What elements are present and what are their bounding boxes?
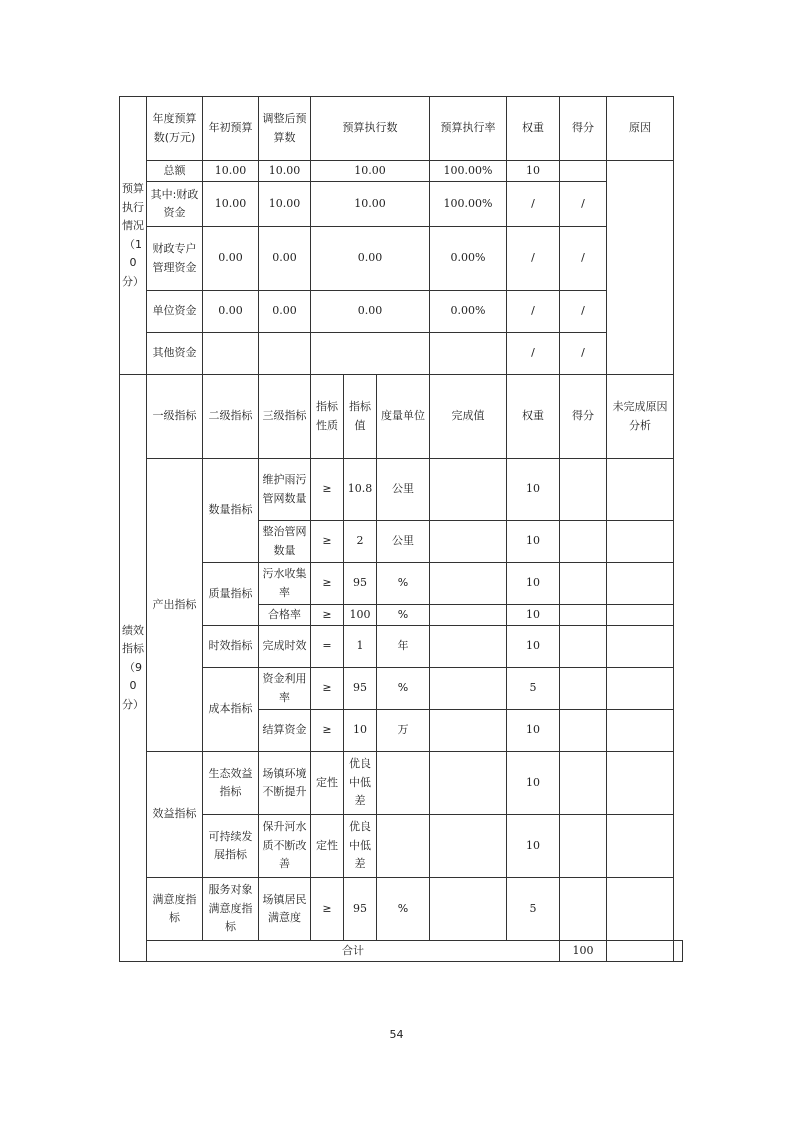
budget-rate (430, 333, 507, 375)
budget-row (120, 161, 683, 182)
indicator-reason (607, 626, 674, 668)
budget-row-label: 财政专户管理资金 (147, 227, 203, 291)
page-number: 54 (389, 1028, 404, 1041)
budget-adjusted (259, 333, 311, 375)
header-execution-rate: 预算执行率 (430, 97, 507, 161)
indicator-nature: ≥ (311, 521, 344, 563)
budget-score: / (560, 291, 607, 333)
indicator-level3: 污水收集率 (259, 563, 311, 605)
indicator-reason (607, 878, 674, 941)
indicator-level3: 合格率 (259, 605, 311, 626)
budget-score: / (560, 333, 607, 375)
indicator-row (120, 668, 683, 710)
budget-row-label: 其中:财政资金 (147, 182, 203, 227)
indicator-nature: = (311, 626, 344, 668)
budget-row-label: 总额 (147, 161, 203, 182)
budget-executed: 0.00 (311, 291, 430, 333)
indicator-level3: 整治管网数量 (259, 521, 311, 563)
header-unit: 度量单位 (377, 375, 430, 459)
indicator-score (560, 815, 607, 878)
indicator-value: 优良中低差 (344, 752, 377, 815)
indicator-score (560, 605, 607, 626)
budget-score: / (560, 227, 607, 291)
indicator-level3: 场镇居民满意度 (259, 878, 311, 941)
budget-initial (203, 333, 259, 375)
budget-header-row (120, 97, 683, 161)
indicator-weight: 10 (507, 521, 560, 563)
indicator-value: 2 (344, 521, 377, 563)
indicator-unit: % (377, 668, 430, 710)
indicator-level3: 完成时效 (259, 626, 311, 668)
total-reason (674, 941, 683, 962)
indicator-unit: % (377, 563, 430, 605)
indicator-value: 1 (344, 626, 377, 668)
header-perf-score: 得分 (560, 375, 607, 459)
header-executed: 预算执行数 (311, 97, 430, 161)
indicator-level3: 保升河水质不断改善 (259, 815, 311, 878)
indicator-weight: 10 (507, 752, 560, 815)
subgroup-quantity: 数量指标 (203, 459, 259, 563)
indicator-unit: 公里 (377, 521, 430, 563)
indicator-nature: ≥ (311, 710, 344, 752)
indicator-score (560, 521, 607, 563)
indicator-weight: 10 (507, 563, 560, 605)
budget-initial: 0.00 (203, 227, 259, 291)
indicator-score (560, 752, 607, 815)
indicator-completed (430, 752, 507, 815)
budget-adjusted: 0.00 (259, 227, 311, 291)
budget-row (120, 291, 683, 333)
indicator-reason (607, 710, 674, 752)
indicator-weight: 5 (507, 668, 560, 710)
budget-initial: 10.00 (203, 182, 259, 227)
budget-initial: 10.00 (203, 161, 259, 182)
performance-header-row (120, 375, 683, 459)
budget-rate: 100.00% (430, 161, 507, 182)
indicator-score (560, 563, 607, 605)
indicator-completed (430, 605, 507, 626)
indicator-completed (430, 563, 507, 605)
group-satisfaction: 满意度指标 (147, 878, 203, 941)
budget-reason-cell (607, 161, 674, 375)
performance-section-label: 绩效指标（90分） (120, 375, 147, 962)
indicator-score (560, 878, 607, 941)
budget-weight: / (507, 227, 560, 291)
indicator-reason (607, 668, 674, 710)
header-value: 指标值 (344, 375, 377, 459)
header-initial-budget: 年初预算 (203, 97, 259, 161)
group-benefit: 效益指标 (147, 752, 203, 878)
indicator-nature: ≥ (311, 459, 344, 521)
indicator-reason (607, 752, 674, 815)
subgroup-sustainable: 可持续发展指标 (203, 815, 259, 878)
subgroup-cost: 成本指标 (203, 668, 259, 752)
indicator-nature: ≥ (311, 668, 344, 710)
indicator-reason (607, 521, 674, 563)
header-completed: 完成值 (430, 375, 507, 459)
indicator-weight: 10 (507, 626, 560, 668)
header-score: 得分 (560, 97, 607, 161)
indicator-row (120, 626, 683, 668)
indicator-unit: 万 (377, 710, 430, 752)
indicator-weight: 10 (507, 710, 560, 752)
indicator-score (560, 668, 607, 710)
budget-weight: 10 (507, 161, 560, 182)
total-label: 合计 (147, 941, 560, 962)
budget-row-label: 其他资金 (147, 333, 203, 375)
subgroup-ecological: 生态效益指标 (203, 752, 259, 815)
budget-row (120, 333, 683, 375)
indicator-value: 10 (344, 710, 377, 752)
header-incomplete-reason: 未完成原因分析 (607, 375, 674, 459)
header-adjusted-budget: 调整后预算数 (259, 97, 311, 161)
indicator-weight: 10 (507, 815, 560, 878)
indicator-level3: 场镇环境不断提升 (259, 752, 311, 815)
indicator-reason (607, 459, 674, 521)
budget-executed: 10.00 (311, 161, 430, 182)
header-perf-weight: 权重 (507, 375, 560, 459)
budget-executed (311, 333, 430, 375)
header-nature: 指标性质 (311, 375, 344, 459)
budget-score: / (560, 182, 607, 227)
budget-row-label: 单位资金 (147, 291, 203, 333)
subgroup-timeliness: 时效指标 (203, 626, 259, 668)
budget-initial: 0.00 (203, 291, 259, 333)
indicator-unit: % (377, 605, 430, 626)
indicator-completed (430, 668, 507, 710)
budget-adjusted: 10.00 (259, 161, 311, 182)
subgroup-service: 服务对象满意度指标 (203, 878, 259, 941)
indicator-unit (377, 815, 430, 878)
indicator-reason (607, 563, 674, 605)
indicator-completed (430, 459, 507, 521)
indicator-unit (377, 752, 430, 815)
indicator-score (560, 710, 607, 752)
indicator-value: 95 (344, 563, 377, 605)
budget-performance-table (119, 96, 683, 962)
indicator-row (120, 752, 683, 815)
indicator-value: 优良中低差 (344, 815, 377, 878)
group-output: 产出指标 (147, 459, 203, 752)
indicator-weight: 10 (507, 605, 560, 626)
budget-row (120, 182, 683, 227)
budget-adjusted: 0.00 (259, 291, 311, 333)
indicator-nature: 定性 (311, 752, 344, 815)
budget-weight: / (507, 333, 560, 375)
indicator-score (560, 626, 607, 668)
indicator-completed (430, 626, 507, 668)
indicator-row (120, 459, 683, 521)
indicator-score (560, 459, 607, 521)
indicator-value: 100 (344, 605, 377, 626)
budget-adjusted: 10.00 (259, 182, 311, 227)
indicator-completed (430, 815, 507, 878)
indicator-completed (430, 710, 507, 752)
header-reason: 原因 (607, 97, 674, 161)
indicator-weight: 5 (507, 878, 560, 941)
indicator-level3: 维护雨污管网数量 (259, 459, 311, 521)
budget-section-label: 预算执行情况（10分） (120, 97, 147, 375)
header-annual-budget: 年度预算数(万元) (147, 97, 203, 161)
total-score (607, 941, 674, 962)
budget-executed: 0.00 (311, 227, 430, 291)
indicator-value: 95 (344, 668, 377, 710)
header-level2: 二级指标 (203, 375, 259, 459)
indicator-unit: % (377, 878, 430, 941)
budget-weight: / (507, 182, 560, 227)
budget-rate: 0.00% (430, 291, 507, 333)
budget-score (560, 161, 607, 182)
total-weight: 100 (560, 941, 607, 962)
indicator-unit: 年 (377, 626, 430, 668)
header-level3: 三级指标 (259, 375, 311, 459)
budget-rate: 0.00% (430, 227, 507, 291)
indicator-nature: ≥ (311, 563, 344, 605)
header-weight: 权重 (507, 97, 560, 161)
indicator-reason (607, 605, 674, 626)
indicator-nature: ≥ (311, 878, 344, 941)
indicator-row (120, 878, 683, 941)
indicator-nature: 定性 (311, 815, 344, 878)
indicator-nature: ≥ (311, 605, 344, 626)
indicator-level3: 资金利用率 (259, 668, 311, 710)
indicator-value: 95 (344, 878, 377, 941)
indicator-unit: 公里 (377, 459, 430, 521)
indicator-row (120, 563, 683, 605)
budget-row (120, 227, 683, 291)
subgroup-quality: 质量指标 (203, 563, 259, 626)
header-level1: 一级指标 (147, 375, 203, 459)
indicator-reason (607, 815, 674, 878)
budget-executed: 10.00 (311, 182, 430, 227)
indicator-completed (430, 521, 507, 563)
total-row (120, 941, 683, 962)
indicator-weight: 10 (507, 459, 560, 521)
budget-weight: / (507, 291, 560, 333)
indicator-completed (430, 878, 507, 941)
indicator-level3: 结算资金 (259, 710, 311, 752)
indicator-row (120, 815, 683, 878)
indicator-value: 10.8 (344, 459, 377, 521)
budget-rate: 100.00% (430, 182, 507, 227)
